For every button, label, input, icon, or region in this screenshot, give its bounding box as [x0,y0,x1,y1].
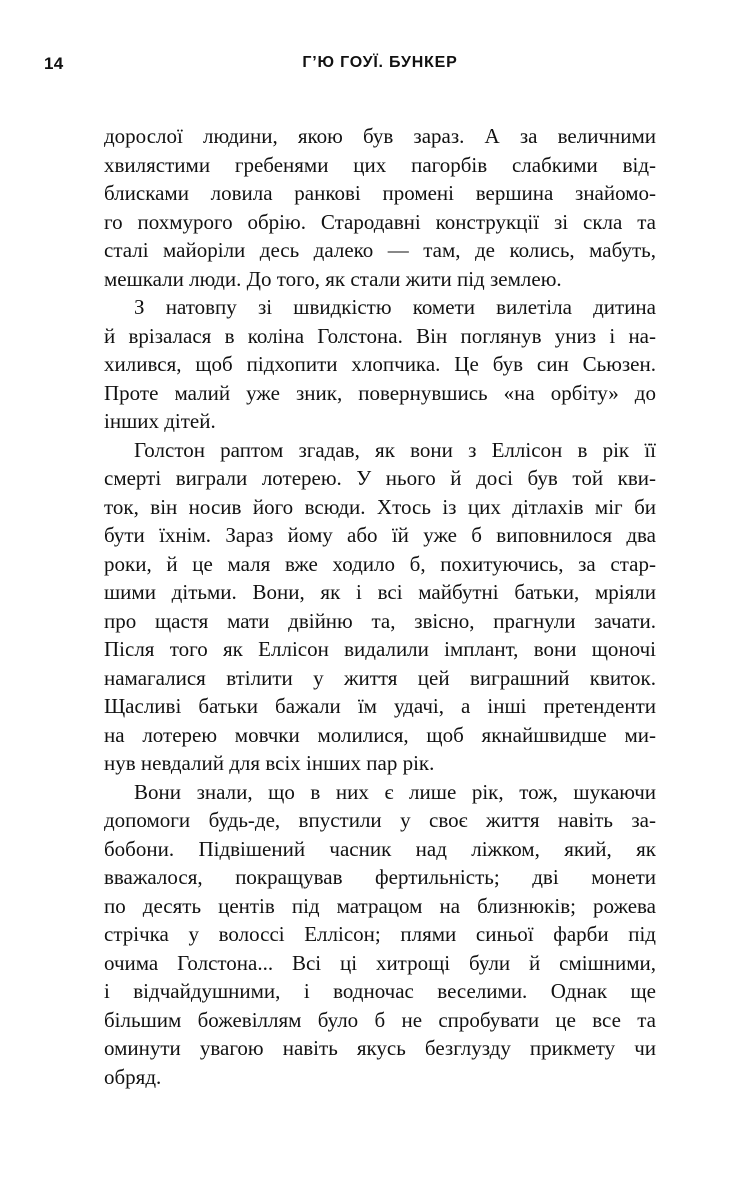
text-line: нув невдалий для всіх інших пар рік. [104,751,435,775]
text-line: стрічка у волоссі Еллісон; плями синьої фарби під [104,922,656,946]
text-line: сталі майоріли десь далеко — там, де колись, мабуть, [104,238,656,262]
paragraph [104,122,656,293]
text-line: й врізалася в коліна Голстона. Він поглянув униз і на- [104,323,656,348]
text-line: Голстон раптом згадав, як вони з Еллісон в рік її [134,437,656,462]
text-line: інших дітей. [104,409,216,433]
text-line: обряд. [104,1064,162,1089]
paragraph [104,436,656,778]
text-line: по десять центів під матрацом на близнюків; рожева [104,893,656,918]
text-line: очима Голстона... Всі ці хитрощі були й смішними, [104,950,656,975]
running-head: Г’Ю ГОУЇ. БУНКЕР [302,54,458,71]
text-line: вважалося, покращував фертильність; дві монети [104,865,656,889]
text-line: З натовпу зі швидкістю комети вилетіла дитина [134,295,656,319]
paragraph [104,293,656,436]
page-number: 14 [44,54,64,73]
text-line: бобони. Підвішений часник над ліжком, який, як [104,836,656,861]
text-line: блисками ловила ранкові промені вершина знайомо- [104,181,656,205]
text-line: ток, він носив його всюди. Хтось із цих дітлахів міг би [104,494,656,519]
text-line: Проте малий уже зник, повернувшись «на орбіту» до [104,380,656,405]
text-line: про щастя мати двійню та, звісно, прагнули зачати. [104,608,656,633]
text-line: оминути увагою навіть якусь безглузду прикмету чи [104,1036,656,1060]
text-line: Після того як Еллісон видалили імплант, вони щоночі [104,637,656,661]
page-header [0,54,756,76]
text-line: дорослої людини, якою був зараз. А за величними [104,124,656,148]
text-line: Вони знали, що в них є лише рік, тож, шукаючи [134,779,656,804]
text-block [104,122,656,1091]
text-line: хилився, щоб підхопити хлопчика. Це був син Сьюзен. [104,352,656,376]
text-line: намагалися втілити у життя цей виграшний квиток. [104,665,656,690]
text-line: більшим божевіллям було б не спробувати це все та [104,1007,656,1032]
text-line: роки, й це маля вже ходило б, похитуючись, за стар- [104,551,656,576]
text-line: го похмурого обрію. Стародавні конструкції зі скла та [104,209,656,234]
text-line: на лотерею мовчки молилися, щоб якнайшвидше ми- [104,722,656,747]
text-line: мешкали люди. До того, як стали жити під землею. [104,266,562,291]
text-line: шими дітьми. Вони, як і всі майбутні батьки, мріяли [104,580,656,604]
text-line: хвилястими гребенями цих пагорбів слабкими від- [104,152,656,177]
text-line: бути їхнім. Зараз йому або їй уже б виповнилося два [104,523,656,547]
text-line: смерті виграли лотерею. У нього й досі був той кви- [104,466,656,490]
text-line: Щасливі батьки бажали їм удачі, а інші претенденти [104,694,656,718]
text-line: допомоги будь-де, впустили у своє життя навіть за- [104,808,656,832]
paragraph [104,778,656,1092]
text-line: і відчайдушними, і водночас веселими. Однак ще [104,979,656,1003]
